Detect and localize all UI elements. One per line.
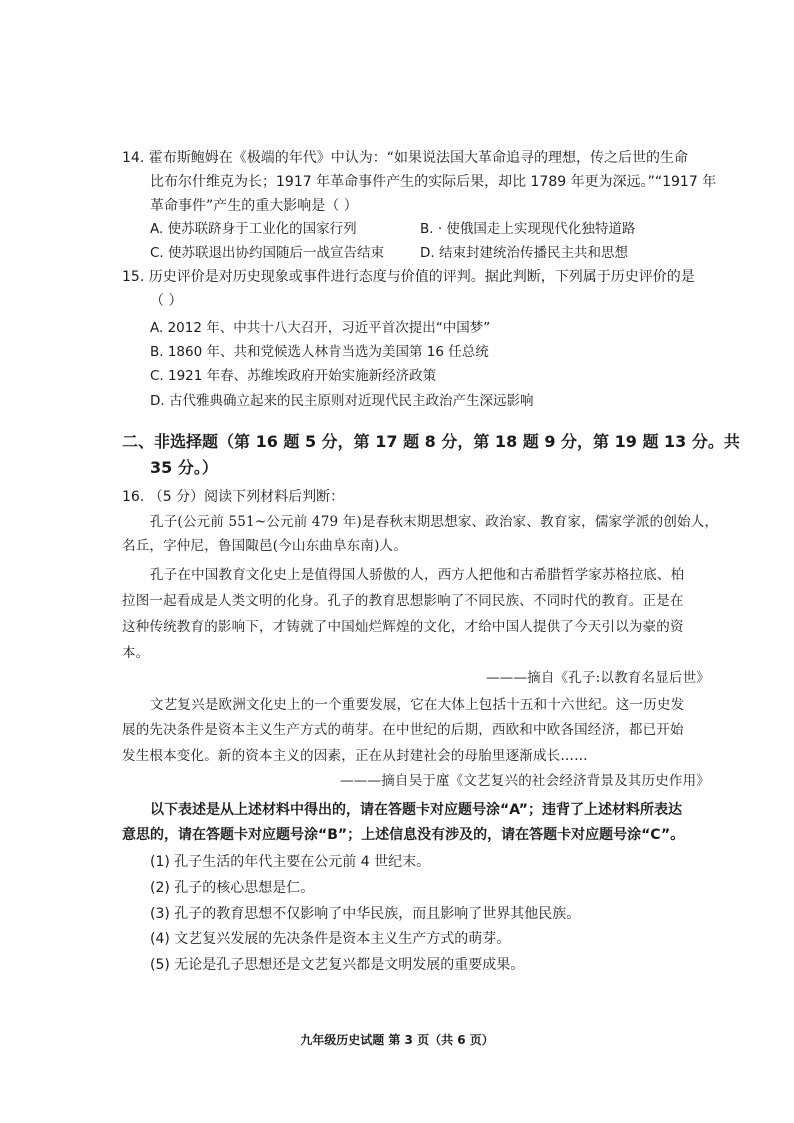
q16-statement-2: (2) 孔子的核心思想是仁。	[150, 880, 315, 896]
q16-intro: 16. （5 分）阅读下列材料后判断：	[122, 489, 345, 505]
q15-stem-line2: （ ）	[150, 293, 183, 309]
q16-material2-line1: 文艺复兴是欧洲文化史上的一个重要发展，它在大体上包括十五和十六世纪。这一历史发	[150, 697, 685, 713]
q16-statement-3: (3) 孔子的教育思想不仅影响了中华民族，而且影响了世界其他民族。	[150, 906, 581, 922]
q16-statement-1: (1) 孔子生活的年代主要在公元前 4 世纪末。	[150, 854, 431, 870]
q14-option-d: D. 结束封建统治传播民主共和思想	[420, 245, 628, 261]
q16-material1-line1: 孔子(公元前 551~公元前 479 年)是春秋末期思想家、政治家、教育家，儒家学派的创始人，	[150, 514, 719, 530]
q14-stem-line1: 14. 霍布斯鲍姆在《极端的年代》中认为：“如果说法国大革命追寻的理想，传之后世的生命	[122, 150, 688, 166]
q15-option-c: C. 1921 年春、苏维埃政府开始实施新经济政策	[150, 368, 437, 384]
q16-instruction-line1: 以下表述是从上述材料中得出的，请在答题卡对应题号涂“A”；违背了上述材料所表达	[150, 802, 682, 818]
section2-heading-line2: 35 分。）	[150, 458, 218, 477]
q16-instruction-line2: 意思的，请在答题卡对应题号涂“B”；上述信息没有涉及的，请在答题卡对应题号涂“C”。	[122, 827, 685, 843]
page-footer: 九年级历史试题 第 3 页（共 6 页）	[300, 1033, 494, 1047]
q15-option-b: B. 1860 年、共和党候选人林肯当选为美国第 16 任总统	[150, 344, 489, 360]
q14-option-b: B. · 使俄国走上实现现代化独特道路	[420, 221, 636, 237]
q14-stem-line2: 比布尔什维克为长；1917 年革命事件产生的实际后果，却比 1789 年更为深远。”“1917 年	[150, 174, 717, 190]
q16-material1-source: ———摘自《孔子:以教育名显后世》	[486, 670, 710, 686]
q16-material1-line3: 孔子在中国教育文化史上是值得国人骄傲的人，西方人把他和古希腊哲学家苏格拉底、柏	[150, 567, 685, 583]
section2-heading-line1: 二、非选择题（第 16 题 5 分，第 17 题 8 分，第 18 题 9 分，第 19 题 13 分。共	[122, 432, 740, 451]
q15-stem-line1: 15. 历史评价是对历史现象或事件进行态度与价值的评判。据此判断，下列属于历史评价的是	[122, 269, 695, 285]
q14-option-c: C. 使苏联退出协约国随后一战宣告结束	[150, 245, 385, 261]
q16-material2-line2: 展的先决条件是资本主义生产方式的萌芽。在中世纪的后期，西欧和中欧各国经济，都已开始	[122, 722, 684, 738]
q16-material2-source: ———摘自吴于廑《文艺复兴的社会经济背景及其历史作用》	[340, 773, 710, 789]
q14-stem-line3: 革命事件”产生的重大影响是（ ）	[150, 198, 358, 214]
q16-statement-5: (5) 无论是孔子思想还是文艺复兴都是文明发展的重要成果。	[150, 957, 525, 973]
q16-statement-4: (4) 文艺复兴发展的先决条件是资本主义生产方式的萌芽。	[150, 931, 511, 947]
q16-material1-line4: 拉图一起看成是人类文明的化身。孔子的教育思想影响了不同民族、不同时代的教育。正是在	[122, 593, 684, 609]
q14-option-a: A. 使苏联跻身于工业化的国家行列	[150, 221, 357, 237]
q16-material1-line5: 这种传统教育的影响下，才铸就了中国灿烂辉煌的文化，才给中国人提供了今天引以为豪的资	[122, 619, 684, 635]
q16-material1-line2: 名丘，字仲尼，鲁国陬邑(今山东曲阜东南)人。	[122, 538, 407, 554]
q15-option-a: A. 2012 年、中共十八大召开，习近平首次提出“中国梦”	[150, 320, 491, 336]
q16-material1-line6: 本。	[122, 645, 150, 661]
q15-option-d: D. 古代雅典确立起来的民主原则对近现代民主政治产生深远影响	[150, 393, 534, 409]
q16-material2-line3: 发生根本变化。新的资本主义的因素，正在从封建社会的母胎里逐渐成长……	[122, 748, 588, 764]
